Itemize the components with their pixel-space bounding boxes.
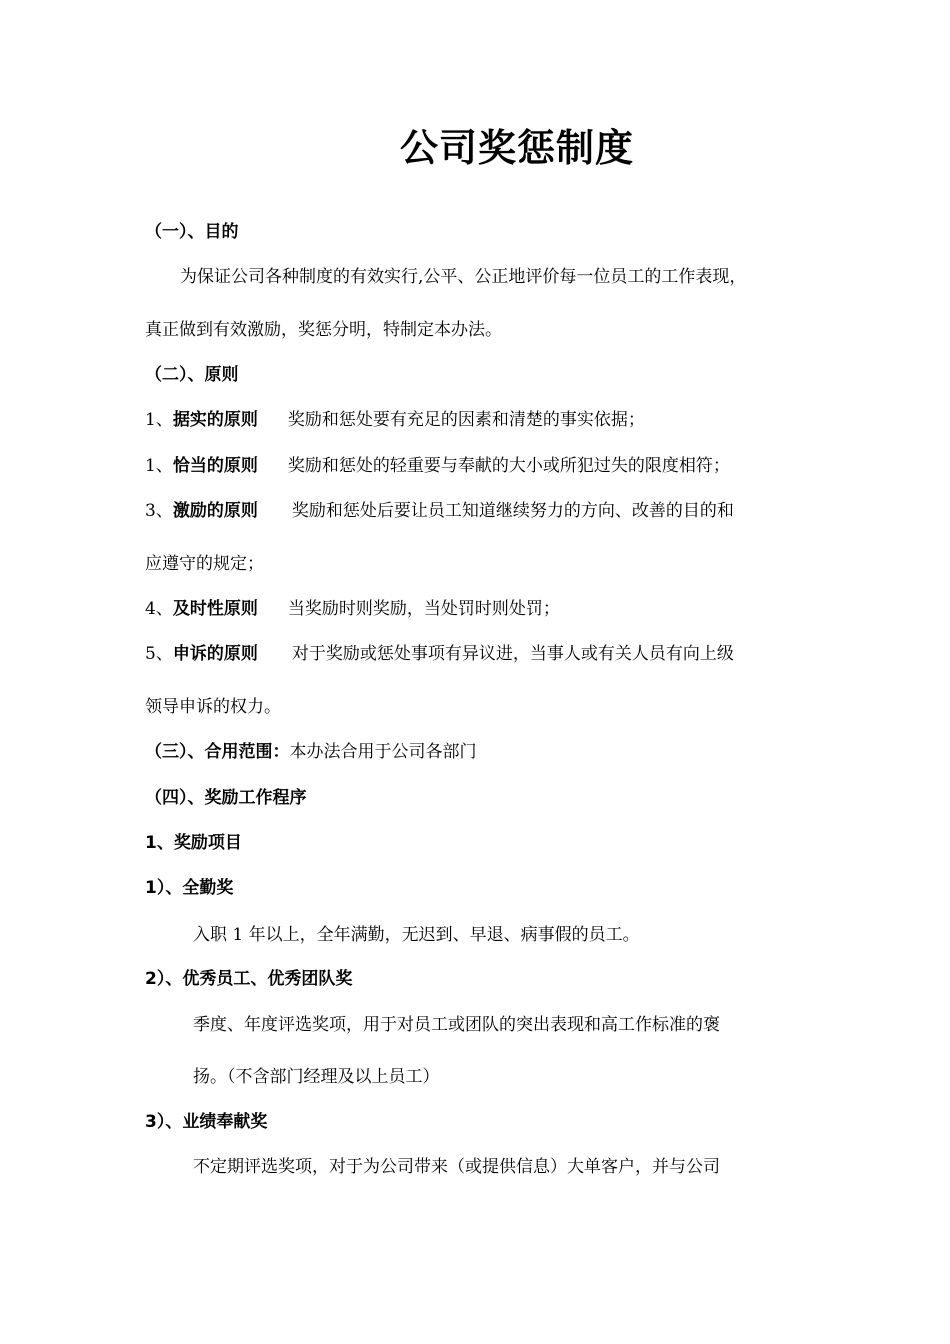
award-1-heading: 1）、全勤奖 <box>145 878 234 898</box>
section-4-heading: （四）、奖励工作程序 <box>145 788 307 808</box>
section-2-heading: （二）、原则 <box>145 365 239 385</box>
principle-name: 据实的原则 <box>172 410 258 430</box>
principle-number: 4、 <box>145 599 173 619</box>
section-1-paragraph-line-2: 真正做到有效激励，奖惩分明，特制定本办法。 <box>145 320 502 340</box>
principle-name: 申诉的原则 <box>172 644 258 664</box>
principle-text: 当奖励时则奖励，当处罚时则处罚； <box>287 599 560 619</box>
section-3-text: 本办法合用于公司各部门 <box>289 742 477 762</box>
section-3-heading: （三）、合用范围： <box>145 742 290 762</box>
principle-item-5-continued: 领导申诉的权力。 <box>145 697 281 717</box>
principle-item-3 <box>145 500 734 522</box>
section-1-paragraph-line-1: 为保证公司各种制度的有效实行,公平、公正地评价每一位员工的工作表现， <box>180 267 747 287</box>
principle-name: 及时性原则 <box>172 599 258 619</box>
award-2-text-line-2: 扬。（不含部门经理及以上员工） <box>193 1067 440 1087</box>
section-1-heading: （一）、目的 <box>145 222 239 242</box>
principle-text: 奖励和惩处后要让员工知道继续努力的方向、改善的目的和 <box>291 501 734 521</box>
award-3-heading: 3）、业绩奉献奖 <box>145 1112 268 1132</box>
principle-text: 奖励和惩处要有充足的因素和清楚的事实依据； <box>287 410 645 430</box>
principle-name: 激励的原则 <box>172 501 258 521</box>
principle-item-1 <box>145 409 645 431</box>
award-2-heading: 2）、优秀员工、优秀团队奖 <box>145 969 353 989</box>
principle-item-4 <box>145 598 560 620</box>
award-1-text: 入职 1 年以上，全年满勤，无迟到、早退、病事假的员工。 <box>193 925 640 945</box>
award-3-text-line-1: 不定期评选奖项，对于为公司带来（或提供信息）大单客户，并与公司 <box>193 1157 720 1177</box>
principle-number: 1、 <box>145 410 173 430</box>
principle-number: 1、 <box>145 456 173 476</box>
principle-text: 对于奖励或惩处事项有异议进，当事人或有关人员有向上级 <box>291 644 734 664</box>
principle-number: 3、 <box>145 501 173 521</box>
section-3 <box>145 741 477 763</box>
award-2-text-line-1: 季度、年度评选奖项，用于对员工或团队的突出表现和高工作标准的褒 <box>193 1015 720 1035</box>
principle-text: 奖励和惩处的轻重要与奉献的大小或所犯过失的限度相符； <box>287 456 730 476</box>
document-title: 公司奖惩制度 <box>399 126 634 170</box>
principle-item-2 <box>145 455 730 477</box>
reward-items-heading: 1、奖励项目 <box>145 833 242 853</box>
principle-number: 5、 <box>145 644 173 664</box>
principle-item-3-continued: 应遵守的规定； <box>145 554 264 574</box>
principle-name: 恰当的原则 <box>172 456 258 476</box>
principle-item-5 <box>145 643 734 665</box>
